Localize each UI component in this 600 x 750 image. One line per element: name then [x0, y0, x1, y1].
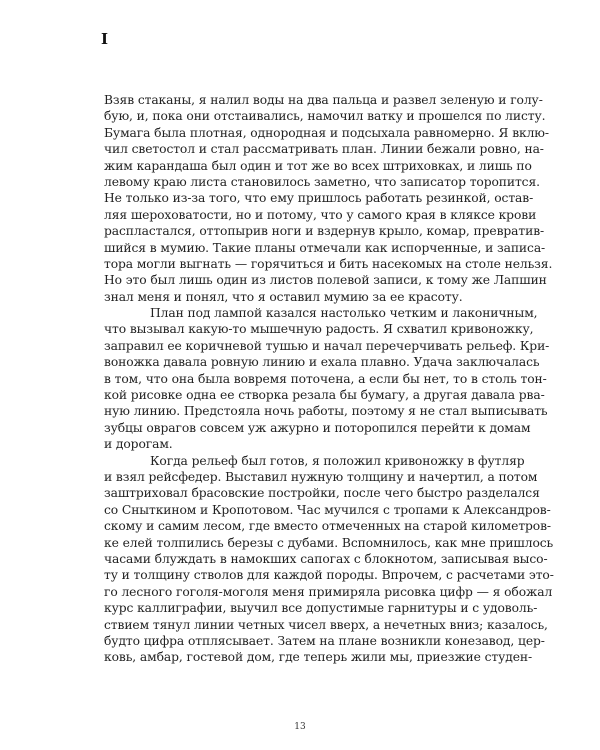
page-number: 13: [294, 722, 306, 732]
text-line: ке елей толпились березы с дубами. Вспомнилось, как мне пришлось: [104, 535, 554, 550]
text-line: ствием тянул линии четных чисел вверх, а нечетных вниз; казалось,: [104, 617, 548, 632]
text-line: ту и толщину стволов для каждой породы. Впрочем, с расчетами это-: [104, 568, 554, 583]
text-line: ляя шероховатости, но и потому, что у самого края в кляксе крови: [104, 207, 537, 222]
text-line: План под лампой казался настолько четким и лаконичным,: [150, 306, 538, 321]
body-text: [104, 92, 554, 666]
text-line: бую, и, пока они отстаивались, намочил ватку и прошелся по листу.: [104, 109, 546, 124]
text-line: зубцы оврагов совсем уж ажурно и поторопился перейти к домам: [104, 420, 531, 435]
text-line: чил светостол и стал рассматривать план. Линии бежали ровно, на-: [104, 142, 544, 157]
text-line: левому краю листа становилось заметно, что записатор торопится.: [104, 174, 540, 189]
text-line: ную линию. Предстояла ночь работы, поэтому я не стал выписывать: [104, 404, 548, 419]
text-line: шийся в мумию. Такие планы отмечали как испорченные, и записа-: [104, 240, 546, 255]
text-line: в том, что она была вовремя поточена, а если бы нет, то в столь тон-: [104, 371, 547, 386]
chapter-number: I: [101, 30, 109, 48]
text-line: и дорогам.: [104, 437, 173, 452]
paragraph: [104, 453, 554, 666]
text-line: Когда рельеф был готов, я положил кривоножку в футляр: [150, 453, 525, 468]
text-line: со Сныткином и Кропотовом. Час мучился с тропами к Александров-: [104, 502, 551, 517]
text-line: воножка давала ровную линию и ехала плавно. Удача заключалась: [104, 355, 540, 370]
text-line: Не только из-за того, что ему пришлось работать резинкой, остав-: [104, 191, 534, 206]
text-line: заправил ее коричневой тушью и начал перечерчивать рельеф. Кри-: [104, 338, 550, 353]
text-line: жим карандаша был один и тот же во всех штриховках, и лишь по: [104, 158, 532, 173]
text-line: будто цифра отплясывает. Затем на плане возникли конезавод, цер-: [104, 633, 545, 648]
text-line: и взял рейсфедер. Выставил нужную толщину и начертил, а потом: [104, 469, 538, 484]
text-line: скому и самим лесом, где вместо отмеченных на старой километров-: [104, 519, 551, 534]
paragraph: [104, 305, 550, 453]
text-line: распластался, оттопырив ноги и вздернув крыло, комар, превратив-: [104, 224, 545, 239]
text-line: знал меня и понял, что я оставил мумию за ее красоту.: [104, 289, 463, 304]
paragraph: [104, 92, 553, 305]
text-line: ковь, амбар, гостевой дом, где теперь жили мы, приезжие студен-: [104, 650, 533, 665]
text-line: Взяв стаканы, я налил воды на два пальца и развел зеленую и голу-: [104, 93, 543, 107]
text-line: Бумага была плотная, однородная и подсыхала равномерно. Я вклю-: [104, 125, 549, 140]
text-line: часами блуждать в намокших сапогах с блокнотом, записывая высо-: [104, 551, 548, 566]
text-line: курс каллиграфии, выучил все допустимые гарнитуры и с удоволь-: [104, 601, 538, 616]
text-line: го лесного гоголя-моголя меня примиряла рисовка цифр — я обожал: [104, 584, 553, 599]
text-line: Но это был лишь один из листов полевой записи, к тому же Лапшин: [104, 273, 547, 288]
text-line: кой рисовке одна ее створка резала бы бумагу, а другая давала рва-: [104, 388, 545, 403]
text-line: что вызывал какую-то мышечную радость. Я схватил кривоножку,: [104, 322, 534, 337]
text-line: тора могли выгнать — горячиться и бить насекомых на столе нельзя.: [104, 256, 553, 271]
text-line: заштриховал брасовские постройки, после чего быстро разделался: [104, 486, 540, 501]
